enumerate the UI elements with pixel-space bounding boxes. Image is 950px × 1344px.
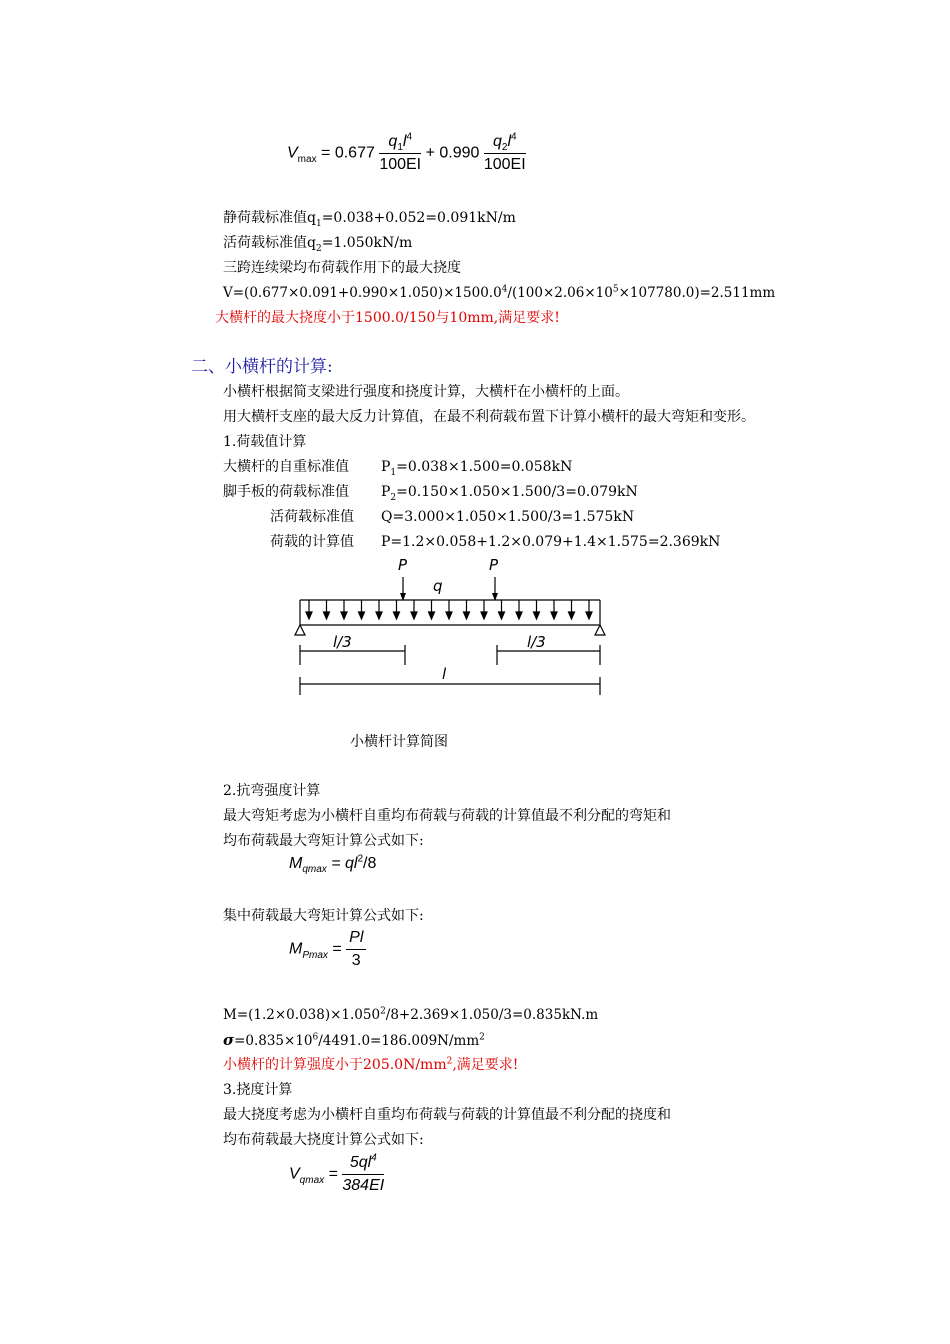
- stress-calc-line: [223, 1031, 485, 1050]
- bending-p2: 均布荷载最大弯矩计算公式如下:: [223, 833, 424, 849]
- moment-formula-uniform: [289, 853, 377, 876]
- three-span-line: 三跨连续梁均布荷载作用下的最大挠度: [223, 260, 461, 276]
- vq-eq: =: [328, 1165, 338, 1183]
- v-calc-line: [223, 284, 775, 302]
- formula-v: V: [287, 144, 298, 162]
- load-row-2-sub: 2: [390, 492, 397, 503]
- formula-v-sub: max: [297, 153, 317, 165]
- load-row-2-label: 脚手板的荷载标准值: [223, 484, 349, 500]
- strength-ok-sup: 2: [446, 1056, 453, 1067]
- num2-q: q: [492, 133, 502, 150]
- stress-calc-a: =0.835×10: [234, 1033, 313, 1049]
- formula-coef2: + 0.990: [425, 144, 480, 162]
- uniform-load-arrowhead: [534, 612, 540, 619]
- vq-den: 384EI: [342, 1177, 385, 1194]
- load-row-1: [223, 458, 572, 476]
- static-load-label: 静荷载标准值q: [223, 210, 316, 226]
- live-load-line: [223, 234, 412, 252]
- section2-p1: 小横杆根据简支梁进行强度和挠度计算，大横杆在小横杆的上面。: [223, 384, 629, 400]
- num1-q: q: [388, 133, 398, 150]
- load-row-1-value: =0.038×1.500=0.058kN: [396, 459, 573, 475]
- uniform-load-arrowhead: [569, 612, 575, 619]
- load-row-3-value: Q=3.000×1.050×1.500/3=1.575kN: [381, 509, 635, 525]
- vq-sub: qmax: [299, 1174, 325, 1186]
- num1-sup: 4: [406, 131, 413, 143]
- strength-ok-b: ,满足要求!: [452, 1057, 519, 1073]
- diagram-caption: 小横杆计算简图: [350, 734, 448, 750]
- static-load-line: [223, 209, 516, 227]
- fraction-1: [379, 132, 421, 175]
- beam-diagram: [290, 555, 620, 700]
- moment-calc-a: M=(1.2×0.038)×1.050: [223, 1007, 381, 1023]
- uniform-load-arrowhead: [481, 612, 487, 619]
- uniform-load-arrowhead: [341, 612, 347, 619]
- uniform-load-arrowhead: [499, 612, 505, 619]
- load-row-2: [223, 483, 638, 501]
- uniform-load-arrowhead: [446, 612, 452, 619]
- vq-v: V: [289, 1165, 300, 1183]
- mp-fraction: [346, 928, 366, 971]
- label-l: l: [442, 665, 447, 683]
- load-row-1-p: P: [381, 459, 391, 475]
- big-bar-ok-line: 大横杆的最大挠度小于1500.0/150与10mm,满足要求!: [215, 310, 560, 326]
- moment-calc-sup: 2: [380, 1006, 386, 1017]
- section-title-small-bar: 二、小横杆的计算:: [191, 357, 333, 377]
- mp-den: 3: [351, 952, 361, 969]
- load-row-2-p: P: [381, 484, 391, 500]
- load-row-4-label: 荷载的计算值: [270, 534, 354, 550]
- fraction-2: [484, 132, 526, 175]
- mq-rhs-a: = ql: [331, 855, 358, 872]
- load-heading: 1.荷载值计算: [223, 434, 307, 450]
- small-bar-strength-ok: [223, 1056, 518, 1074]
- v-calc-sup2: 5: [612, 284, 619, 295]
- mq-sub: qmax: [302, 864, 327, 876]
- load-row-4: [270, 533, 720, 551]
- uniform-load-arrowhead: [324, 612, 330, 619]
- label-p-left: P: [398, 556, 408, 574]
- load-row-3: [270, 508, 634, 526]
- bending-p1: 最大弯矩考虑为小横杆自重均布荷载与荷载的计算值最不利分配的弯矩和: [223, 808, 671, 824]
- sigma-symbol: σ: [223, 1031, 235, 1049]
- live-load-sub: 2: [315, 243, 322, 254]
- load-row-2-value: =0.150×1.050×1.500/3=0.079kN: [396, 484, 638, 500]
- load-row-1-sub: 1: [390, 467, 397, 478]
- vq-num-sup: 4: [371, 1152, 377, 1164]
- vq-fraction: [342, 1153, 384, 1196]
- num2-l: l: [507, 133, 511, 150]
- uniform-load-arrowhead: [551, 612, 557, 619]
- mq-rhs-sup: 2: [357, 853, 364, 865]
- v-calc-sup1: 4: [501, 284, 508, 295]
- strength-ok-a: 小横杆的计算强度小于205.0N/mm: [223, 1057, 447, 1073]
- uniform-load-arrowhead: [394, 612, 400, 619]
- num1-sub: 1: [397, 142, 403, 154]
- stress-calc-b: /4491.0=186.009N/mm: [318, 1033, 480, 1049]
- static-load-sub: 1: [315, 218, 322, 229]
- live-load-label: 活荷载标准值q: [223, 235, 316, 251]
- deflection-p2: 均布荷载最大挠度计算公式如下:: [223, 1132, 424, 1148]
- label-l3-right: l/3: [527, 633, 546, 651]
- stress-calc-sup2: 2: [479, 1032, 485, 1043]
- uniform-load-arrowhead: [306, 612, 312, 619]
- uniform-load-arrowhead: [359, 612, 365, 619]
- bending-p3: 集中荷载最大弯矩计算公式如下:: [223, 908, 424, 924]
- uniform-load-arrowhead: [516, 612, 522, 619]
- bending-heading: 2.抗弯强度计算: [223, 783, 321, 799]
- v-calc-a: V=(0.677×0.091+0.990×1.050)×1500.0: [223, 285, 502, 301]
- mp-sub: Pmax: [302, 949, 328, 961]
- load-row-4-value: P=1.2×0.058+1.2×0.079+1.4×1.575=2.369kN: [381, 534, 721, 550]
- uniform-load-arrowhead: [464, 612, 470, 619]
- uniform-load-arrowhead: [429, 612, 435, 619]
- vq-num: 5ql: [349, 1154, 372, 1171]
- stress-calc-sup1: 6: [312, 1032, 319, 1043]
- label-q: q: [433, 577, 443, 595]
- static-load-value: =0.038+0.052=0.091kN/m: [321, 210, 516, 226]
- mp-num: Pl: [346, 928, 366, 950]
- den1: 100EI: [379, 156, 422, 173]
- deflection-heading: 3.挠度计算: [223, 1082, 293, 1098]
- label-l3-left: l/3: [333, 633, 352, 651]
- deflection-formula-uniform: [289, 1153, 384, 1196]
- moment-calc-line: [223, 1006, 598, 1024]
- moment-calc-b: /8+2.369×1.050/3=0.835kN.m: [385, 1007, 599, 1023]
- num1-l: l: [402, 133, 407, 150]
- v-calc-c: ×107780.0)=2.511mm: [618, 285, 776, 301]
- load-row-3-label: 活荷载标准值: [270, 509, 354, 525]
- num2-sub: 2: [501, 142, 508, 154]
- uniform-load-arrowhead: [586, 612, 592, 619]
- formula-coef1: = 0.677: [321, 144, 375, 162]
- uniform-load-arrowhead: [376, 612, 382, 619]
- live-load-value: =1.050kN/m: [321, 235, 413, 251]
- mq-m: M: [289, 855, 303, 872]
- section2-p2: 用大横杆支座的最大反力计算值，在最不利荷载布置下计算小横杆的最大弯矩和变形。: [223, 409, 755, 425]
- v-calc-b: /(100×2.06×10: [507, 285, 613, 301]
- den2: 100EI: [483, 156, 526, 173]
- load-row-1-label: 大横杆的自重标准值: [223, 459, 349, 475]
- mq-rhs-b: /8: [363, 855, 377, 872]
- num2-sup: 4: [511, 131, 517, 143]
- uniform-load-arrowhead: [411, 612, 417, 619]
- deflection-p1: 最大挠度考虑为小横杆自重均布荷载与荷载的计算值最不利分配的挠度和: [223, 1107, 671, 1123]
- mp-eq: =: [332, 940, 342, 958]
- label-p-right: P: [489, 556, 499, 574]
- mp-m: M: [289, 940, 303, 958]
- moment-formula-point: [289, 928, 366, 971]
- deflection-formula-three-span: [287, 132, 526, 175]
